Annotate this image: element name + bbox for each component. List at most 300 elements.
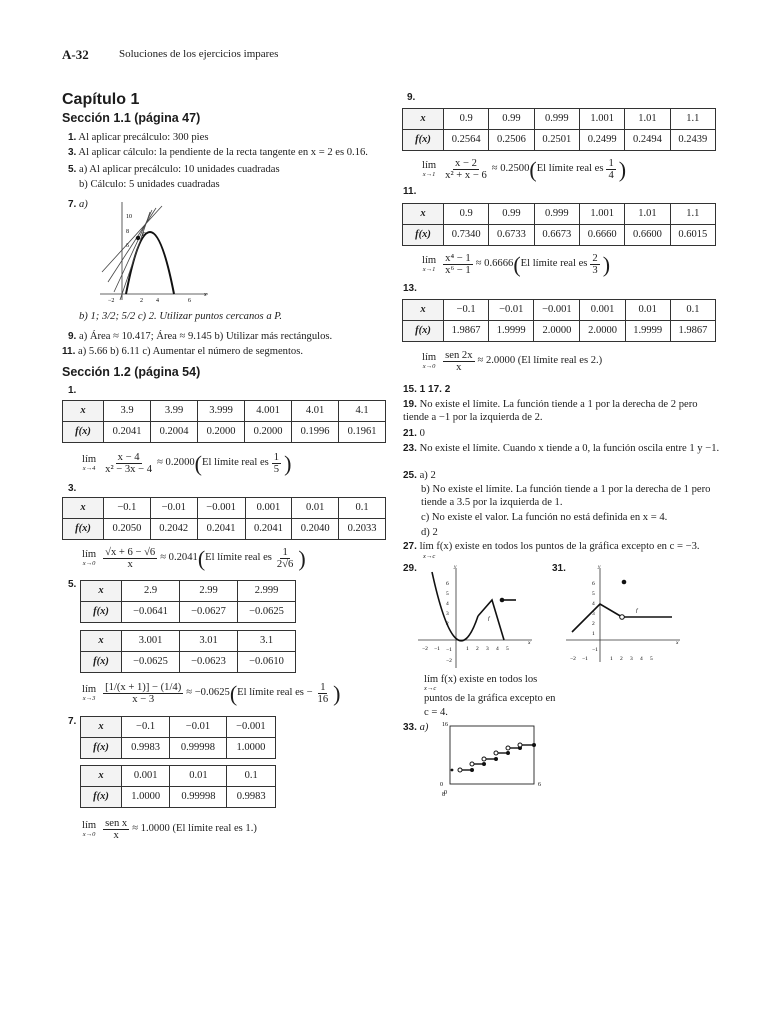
limit-operator: lím x→1: [422, 255, 437, 273]
table-exercise-3: [62, 497, 386, 540]
table-cell: −0.1: [122, 717, 170, 738]
table-cell: 1.0000: [122, 787, 170, 808]
answer-text: a): [419, 722, 429, 733]
closed-point: [451, 769, 454, 772]
limit-fraction: $\frac{x - 4}{\text{x² − 3x − 4}}$: [105, 452, 153, 476]
table-cell: 0.99998: [170, 787, 227, 808]
figure-31-graph: [566, 562, 686, 674]
table-header-fx: f(x): [403, 321, 444, 342]
closed-point: [622, 580, 627, 585]
closed-point: [470, 768, 474, 772]
table-cell: 0.001: [245, 498, 292, 519]
limit-approx: ≈ 0.2500: [491, 163, 530, 175]
x-tick-neg2: −2: [570, 656, 576, 662]
table-cell: 0.2501: [534, 130, 579, 151]
table-cell: 0.2499: [579, 130, 624, 151]
answer-text: No existe el límite. La función tiende a 1 por la derecha de 2 pero tiende a −1 por la izquierda de 2.: [403, 399, 698, 423]
table-cell: 0.6733: [489, 225, 534, 246]
table-cell: 3.001: [122, 631, 180, 652]
secant-line-1: [102, 206, 162, 272]
answer-text: a) Al aplicar precálculo: 10 unidades cuadradas: [79, 164, 280, 175]
secant-line-2: [108, 208, 156, 282]
y-tick-3: 3: [592, 611, 595, 617]
x-tick-neg1: −1: [582, 656, 588, 662]
point-p: [136, 236, 140, 240]
limit-operator: lím x→0: [82, 820, 97, 838]
table-cell: 0.01: [625, 300, 670, 321]
table-cell: 0.999: [534, 204, 579, 225]
table-cell: −0.001: [197, 498, 245, 519]
table-row-x: [63, 401, 386, 422]
limit-note: El límite real es: [202, 457, 269, 469]
table-cell: 2.999: [238, 581, 296, 602]
table-cell: 2.99: [180, 581, 238, 602]
limit-fraction: $\frac{[1/(x + 1)] - (1/4)}{x - 3}$: [105, 682, 182, 706]
y-tick-1: 1: [592, 631, 595, 637]
table-cell: 3.999: [198, 401, 245, 422]
x-tick-3: 3: [630, 656, 633, 662]
x-tick-2: 2: [140, 298, 143, 304]
table-cell: 1.9867: [444, 321, 489, 342]
closed-point: [532, 743, 536, 747]
table-cell: 4.1: [339, 401, 386, 422]
limit-formula-7: [82, 818, 257, 841]
y-tick-16: 16: [442, 722, 448, 728]
exercise-number: 25.: [403, 470, 417, 481]
table-header-x: x: [403, 109, 444, 130]
table-cell: 0.6015: [670, 225, 715, 246]
running-header: Soluciones de los ejercicios impares: [119, 48, 279, 60]
answer-25d: d) 2: [421, 527, 438, 538]
answer-29-text-1: lím f(x) existe en todos los: [424, 674, 538, 685]
x-tick-6: 6: [188, 298, 191, 304]
table-row-x: [63, 498, 386, 519]
limit-formula-3: lím x→0 $\frac{√x + 6 - √6}{x}$ ≈ 0.2041 ( El límite real es $\frac{1}{2√6}$ ): [82, 545, 306, 571]
table-cell: 1.01: [625, 109, 670, 130]
table-cell: 0.2042: [150, 519, 197, 540]
table-header-x: x: [403, 300, 444, 321]
y-tick-2: 2: [592, 621, 595, 627]
table-cell: 0.1: [670, 300, 715, 321]
table-cell: 0.1: [339, 498, 386, 519]
x-tick-neg2: −2: [422, 646, 428, 652]
table-exercise-13: [402, 299, 716, 342]
answer-15-17: 15. 1 17. 2: [403, 384, 451, 395]
answer-5b: b) Cálculo: 5 unidades cuadradas: [79, 179, 220, 190]
table-header-x: x: [63, 498, 104, 519]
table-cell: 1.001: [579, 109, 624, 130]
y-tick-neg2: −2: [446, 658, 452, 664]
answer-3: [68, 147, 368, 160]
answer-text: lím f(x) existe en todos los puntos de la gráfica excepto en c = −3.: [419, 541, 700, 552]
table-header-fx: f(x): [63, 519, 104, 540]
table-cell: −0.0625: [122, 652, 180, 673]
table-header-fx: f(x): [63, 422, 104, 443]
table-cell: 0.2041: [104, 422, 151, 443]
table-cell: 0.99998: [170, 738, 227, 759]
table-cell: 0.9: [444, 204, 489, 225]
table-row-fx: [63, 422, 386, 443]
table-cell: 0.1: [227, 766, 276, 787]
table-cell: 3.01: [180, 631, 238, 652]
curve-piecewise: [572, 604, 622, 632]
exercise-number: 3.: [68, 147, 77, 158]
exercise-number: 27.: [403, 541, 417, 552]
table-row-fx: [403, 130, 716, 151]
table-cell: 0.01: [170, 766, 227, 787]
y-tick-0: 0: [440, 782, 443, 788]
section-1-2-title: Sección 1.2 (página 54): [62, 365, 201, 379]
page-number: A-32: [62, 47, 89, 62]
table-header-x: x: [81, 631, 122, 652]
figure-29-graph: [418, 562, 538, 674]
table-cell: 4.01: [292, 401, 339, 422]
x-label: x: [204, 292, 207, 298]
chapter-title: Capítulo 1: [62, 91, 140, 108]
table-cell: 0.99: [489, 204, 534, 225]
table-header-fx: f(x): [81, 738, 122, 759]
table-row-x: [81, 581, 296, 602]
limit-formula-11: lím x→1 $\frac{\text{x⁴ − 1}}{\text{x⁶ − 1}}$ ≈ 0.6666 ( El límite real es $\frac{2}{3}$ ): [422, 251, 611, 277]
table-exercise-11: [402, 203, 716, 246]
table-row-fx: [81, 787, 276, 808]
answer-27: [403, 541, 700, 554]
table-cell: −0.0625: [238, 602, 296, 623]
table-cell: 3.1: [238, 631, 296, 652]
limit-fraction: $\frac{x - 2}{\text{x² + x − 6}}$: [445, 158, 487, 182]
y-bottom-label: 8: [442, 792, 445, 798]
limit-result: ≈ 1.0000 (El límite real es 1.): [132, 823, 257, 835]
table-cell: 0.2494: [625, 130, 670, 151]
table-row-fx: [403, 225, 716, 246]
table-cell: −0.01: [489, 300, 534, 321]
exercise-number: 5.: [68, 164, 77, 175]
table-exercise-7a: [80, 716, 276, 759]
answer-29-text-2: puntos de la gráfica excepto en: [424, 693, 556, 704]
answer-7b: b) 1; 3/2; 5/2 c) 2. Utilizar puntos cercanos a P.: [79, 311, 283, 322]
limit-operator: lím x→3: [82, 684, 97, 702]
exercise-5-number: 5.: [68, 579, 77, 590]
table-cell: 1.001: [579, 204, 624, 225]
x-tick-4: 4: [496, 646, 499, 652]
table-exercise-1: [62, 400, 386, 443]
table-cell: 0.7340: [444, 225, 489, 246]
limit-operator: lím x→4: [82, 454, 97, 472]
answer-text: a): [79, 199, 88, 210]
y-tick-4: 4: [446, 601, 449, 607]
x-tick-2: 2: [476, 646, 479, 652]
x-tick-neg2: −2: [108, 298, 115, 304]
table-row-x: [81, 766, 276, 787]
table-cell: −0.1: [104, 498, 151, 519]
limit-approx: ≈ 0.6666: [475, 258, 514, 270]
table-cell: 0.999: [534, 109, 579, 130]
y-tick-6: 6: [446, 581, 449, 587]
answer-text: Al aplicar precálculo: 300 pies: [78, 132, 209, 143]
y-tick-4: 4: [592, 601, 595, 607]
answer-text: a) 2: [419, 470, 436, 481]
table-cell: −0.0641: [122, 602, 180, 623]
x-label: x: [676, 640, 679, 646]
x-tick-0: 0: [444, 790, 447, 796]
x-tick-5: 5: [506, 646, 509, 652]
table-cell: 4.001: [245, 401, 292, 422]
closed-point: [500, 598, 505, 603]
open-point: [494, 751, 498, 755]
table-cell: 0.9983: [227, 787, 276, 808]
table-header-fx: f(x): [81, 602, 122, 623]
table-header-x: x: [81, 766, 122, 787]
y-tick-8: 8: [126, 229, 129, 235]
table-cell: 0.001: [122, 766, 170, 787]
answer-19: [403, 399, 723, 425]
table-row-fx: [63, 519, 386, 540]
answer-text: No existe el límite. Cuando x tiende a 0, la función oscila entre 1 y −1.: [419, 443, 720, 454]
exercise-number: 9.: [68, 331, 77, 342]
figure-33-graph: [438, 718, 548, 798]
answer-7: [68, 199, 88, 212]
table-cell: 0.1961: [339, 422, 386, 443]
answer-9: [68, 331, 332, 344]
open-point: [620, 615, 625, 620]
table-cell: −0.1: [444, 300, 489, 321]
table-cell: 0.2564: [444, 130, 489, 151]
exercise-number: 11.: [62, 346, 76, 357]
table-cell: 0.001: [580, 300, 625, 321]
table-cell: 1.0000: [226, 738, 275, 759]
answer-21: [403, 428, 425, 441]
x-tick-4: 4: [156, 298, 159, 304]
answer-text: 0: [419, 428, 425, 439]
table-cell: −0.0627: [180, 602, 238, 623]
limit-operator: lím x→0: [422, 352, 437, 370]
table-exercise-5b: [80, 630, 296, 673]
table-cell: 1.1: [670, 204, 715, 225]
table-cell: 0.2000: [245, 422, 292, 443]
y-tick-6: 6: [592, 581, 595, 587]
table-cell: 1.9999: [489, 321, 534, 342]
table-cell: 0.01: [292, 498, 339, 519]
table-row-x: [403, 300, 716, 321]
table-row-fx: [81, 602, 296, 623]
limit-result: ≈ 2.0000 (El límite real es 2.): [477, 355, 603, 367]
table-cell: 0.6600: [625, 225, 670, 246]
open-point: [482, 757, 486, 761]
table-cell: 0.2050: [104, 519, 151, 540]
exercise-1-number: 1.: [68, 385, 77, 396]
table-row-x: [81, 717, 276, 738]
open-point: [458, 768, 462, 772]
table-cell: 0.6673: [534, 225, 579, 246]
answer-25b: b) No existe el límite. La función tiende a 1 por la derecha de 1 pero tiende a 3.5 por la izquierda de 1.: [421, 484, 711, 508]
limit-fraction: $\frac{√x + 6 - √6}{x}$: [105, 547, 156, 571]
limit-actual-fraction: $\frac{1}{5}$: [273, 452, 280, 476]
table-cell: 3.9: [104, 401, 151, 422]
limit-actual-fraction: $\frac{1}{2√6}$: [276, 547, 294, 571]
limit-formula-5: lím x→3 $\frac{[1/(x + 1)] - (1/4)}{x - 3}$ ≈ −0.0625 ( El límite real es − $\frac{1}{16}$ ): [82, 680, 341, 706]
y-label: y: [454, 564, 457, 570]
table-cell: 0.2041: [197, 519, 245, 540]
curve-peak: [478, 600, 504, 640]
table-cell: −0.0610: [238, 652, 296, 673]
y-tick-5: 5: [446, 591, 449, 597]
table-exercise-9: [402, 108, 716, 151]
table-cell: 0.99: [489, 109, 534, 130]
x-tick-3: 3: [486, 646, 489, 652]
table-exercise-5a: [80, 580, 296, 623]
answer-text: a) 5.66 b) 6.11 c) Aumentar el número de segmentos.: [78, 346, 303, 357]
y-tick-3: 3: [446, 611, 449, 617]
table-cell: 0.2439: [670, 130, 715, 151]
table-cell: 0.2040: [292, 519, 339, 540]
table-row-fx: [81, 738, 276, 759]
limit-approx: ≈ 0.2000: [157, 457, 195, 469]
limit-formula-9: lím x→1 $\frac{x - 2}{\text{x² + x − 6}}$ ≈ 0.2500 ( El límite real es $\frac{1}{4}$ ): [422, 156, 627, 182]
limit-note: El límite real es: [536, 163, 604, 175]
limit-approx: ≈ −0.0625: [186, 687, 230, 699]
exercise-number: 33.: [403, 722, 417, 733]
limit-actual-fraction: $\frac{1}{4}$: [608, 158, 614, 182]
table-row-fx: [81, 652, 296, 673]
f-label: f: [636, 608, 638, 614]
table-cell: 1.9867: [670, 321, 715, 342]
table-cell: 0.2506: [489, 130, 534, 151]
table-cell: 0.2004: [151, 422, 198, 443]
answer-1: [68, 132, 208, 145]
exercise-29-number: 29.: [403, 563, 417, 574]
section-1-1-title: Sección 1.1 (página 47): [62, 111, 201, 125]
answer-11: [62, 346, 303, 359]
table-header-x: x: [81, 581, 122, 602]
table-cell: −0.01: [170, 717, 227, 738]
table-cell: 0.2041: [245, 519, 292, 540]
table-cell: 2.0000: [580, 321, 625, 342]
exercise-number: 1.: [68, 132, 77, 143]
answer-33: [403, 722, 428, 735]
open-point: [518, 743, 522, 747]
figure-7-graph: [100, 200, 212, 305]
limit-operator: lím x→0: [82, 549, 97, 567]
limit-fraction: $\frac{\text{x⁴ − 1}}{\text{x⁶ − 1}}$: [445, 253, 471, 277]
table-cell: 1.01: [625, 204, 670, 225]
open-point: [470, 762, 474, 766]
table-cell: 2.9: [122, 581, 180, 602]
closed-point: [494, 757, 498, 761]
x-tick-5: 5: [650, 656, 653, 662]
answer-23: [403, 443, 723, 456]
table-header-fx: f(x): [81, 652, 122, 673]
table-cell: 0.2000: [198, 422, 245, 443]
table-cell: 3.99: [151, 401, 198, 422]
table-header-fx: f(x): [81, 787, 122, 808]
table-cell: 0.2033: [339, 519, 386, 540]
y-tick-neg1: −1: [446, 647, 452, 653]
answer-5: [68, 164, 280, 177]
y-label: y: [598, 564, 601, 570]
table-cell: −0.0623: [180, 652, 238, 673]
table-header-fx: f(x): [403, 130, 444, 151]
exercise-13-number: 13.: [403, 283, 417, 294]
f-label: f: [488, 616, 490, 622]
closed-point: [506, 751, 510, 755]
table-cell: −0.01: [150, 498, 197, 519]
table-header-x: x: [81, 717, 122, 738]
limit-fraction: $\frac{\text{sen x}}{x}$: [105, 818, 128, 842]
exercise-3-number: 3.: [68, 483, 77, 494]
table-header-fx: f(x): [403, 225, 444, 246]
table-exercise-7b: [80, 765, 276, 808]
open-point: [506, 746, 510, 750]
table-cell: 0.6660: [579, 225, 624, 246]
answer-27-subscript: x→c: [423, 553, 436, 560]
limit-note: El límite real es: [520, 258, 588, 270]
x-tick-neg1: −1: [434, 646, 440, 652]
x-tick-4: 4: [640, 656, 643, 662]
x-tick-2: 2: [620, 656, 623, 662]
x-tick-1: 1: [610, 656, 613, 662]
label-p: P: [142, 232, 146, 238]
exercise-number: 7.: [68, 199, 77, 210]
exercise-number: 19.: [403, 399, 417, 410]
answer-text: a) Área ≈ 10.417; Área ≈ 9.145 b) Utilizar más rectángulos.: [79, 331, 333, 342]
answer-25c: c) No existe el valor. La función no está definida en x = 4.: [421, 512, 668, 523]
limit-formula-13: [422, 350, 602, 373]
table-cell: −0.001: [534, 300, 580, 321]
answer-29-subscript: x→c: [424, 685, 437, 692]
answer-29-text-3: c = 4.: [424, 707, 448, 718]
y-tick-5: 5: [592, 591, 595, 597]
table-header-x: x: [63, 401, 104, 422]
table-cell: 1.9999: [625, 321, 670, 342]
exercise-number: 23.: [403, 443, 417, 454]
table-cell: 1.1: [670, 109, 715, 130]
exercise-7-number: 7.: [68, 716, 77, 727]
exercise-9-number: 9.: [407, 92, 416, 103]
limit-fraction: $\frac{\text{sen 2x}}{x}$: [445, 350, 473, 374]
table-cell: 2.0000: [534, 321, 580, 342]
y-tick-neg1: −1: [592, 647, 598, 653]
table-row-x: [403, 204, 716, 225]
limit-formula-1: lím x→4 $\frac{x - 4}{\text{x² − 3x − 4}}$ ≈ 0.2000 ( El límite real es $\frac{1}{5}$ ): [82, 450, 292, 476]
answer-25: [403, 470, 436, 483]
x-tick-6: 6: [538, 782, 541, 788]
answer-text: Al aplicar cálculo: la pendiente de la recta tangente en x = 2 es 0.16.: [78, 147, 368, 158]
exercise-31-number: 31.: [552, 563, 566, 574]
limit-note: El límite real es −: [237, 687, 313, 699]
table-cell: 0.9: [444, 109, 489, 130]
limit-note: El límite real es: [205, 552, 272, 564]
table-row-x: [81, 631, 296, 652]
exercise-11-number: 11.: [403, 186, 417, 197]
limit-approx: ≈ 0.2041: [160, 552, 198, 564]
table-row-x: [403, 109, 716, 130]
table-header-x: x: [403, 204, 444, 225]
table-cell: −0.001: [226, 717, 275, 738]
table-cell: 0.9983: [122, 738, 170, 759]
y-tick-6: 6: [126, 243, 129, 249]
x-tick-1: 1: [466, 646, 469, 652]
exercise-number: 21.: [403, 428, 417, 439]
table-row-fx: [403, 321, 716, 342]
plot-frame: [450, 726, 534, 784]
closed-point: [482, 762, 486, 766]
curve-parabola: [432, 572, 478, 641]
x-label: x: [528, 640, 531, 646]
limit-operator: lím x→1: [422, 160, 437, 178]
limit-actual-fraction: $\frac{2}{3}$: [592, 253, 598, 277]
y-tick-10: 10: [126, 214, 132, 220]
table-cell: 0.1996: [292, 422, 339, 443]
